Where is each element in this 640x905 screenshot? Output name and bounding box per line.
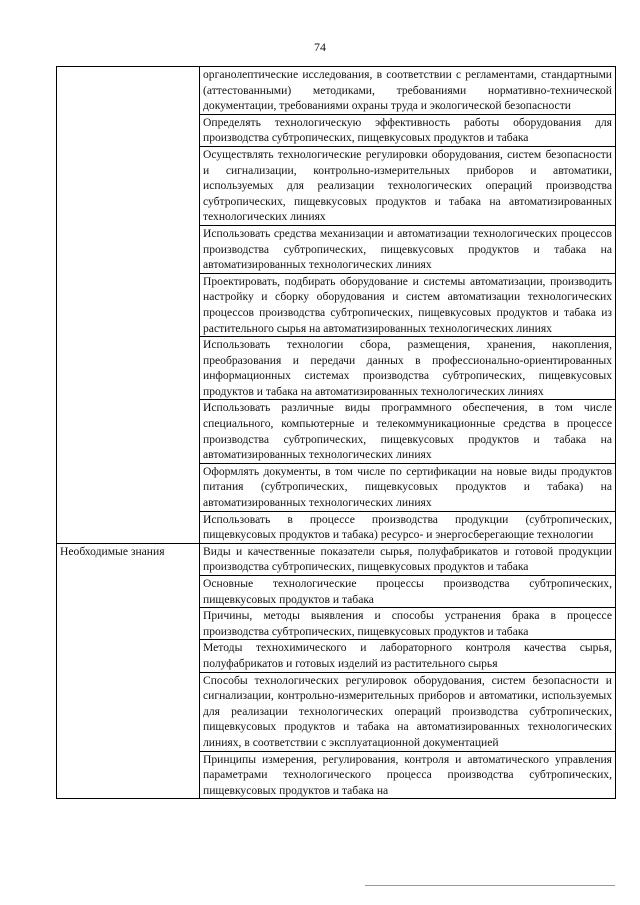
skill-cell: Осуществлять технологические регулировки оборудования, систем безопасности и сигнализации, контрольно-измерительных приборов и автоматики, используемых для реализации технологических операций производства субтропических, пищевкусовых продуктов и табака на автоматизированных технологических линиях — [200, 146, 616, 225]
skill-cell: Использовать в процессе производства продукции (субтропических, пищевкусовых продуктов и табака) ресурсо- и энергосберегающие технологии — [200, 511, 616, 543]
skill-cell: Использовать средства механизации и автоматизации технологических процессов производства субтропических, пищевкусовых продуктов и табака на автоматизированных технологических линиях — [200, 225, 616, 273]
competency-table — [56, 66, 616, 799]
skill-cell: органолептические исследования, в соответствии с регламентами, стандартными (аттестованными) методиками, требованиями нормативно-технической документации, требованиями охраны труда и экологической безопасности — [200, 67, 616, 115]
skills-label-cell — [57, 67, 200, 544]
skill-cell: Использовать технологии сбора, размещения, хранения, накопления, преобразования и передачи данных в профессионально-ориентированных информационных системах производства субтропических, пищевкусовых продуктов и табака на автоматизированных технологических линиях — [200, 337, 616, 400]
table-row — [57, 543, 616, 575]
skill-cell: Проектировать, подбирать оборудование и системы автоматизации, производить настройку и сборку оборудования и систем автоматизации технологических процессов производства субтропических, пищевкусовых продуктов и табака из растительного сырья на автоматизированных технологических линиях — [200, 273, 616, 336]
knowledge-cell: Методы технохимического и лабораторного контроля качества сырья, полуфабрикатов и готовых изделий из растительного сырья — [200, 640, 616, 672]
table-row — [57, 67, 616, 115]
skill-cell: Оформлять документы, в том числе по сертификации на новые виды продуктов питания (субтропических, пищевкусовых продуктов и табака) на автоматизированных технологических линиях — [200, 463, 616, 511]
scan-edge-line — [365, 885, 615, 886]
knowledge-label: Необходимые знания — [60, 544, 165, 558]
skill-cell: Использовать различные виды программного обеспечения, в том числе специального, компьютерные и телекоммуникационные средства в процессе производства субтропических, пищевкусовых продуктов и табака на автоматизированных технологических линиях — [200, 400, 616, 463]
knowledge-cell: Способы технологических регулировок оборудования, систем безопасности и сигнализации, контрольно-измерительных приборов и автоматики, используемых для реализации технологических операций производства субтропических, пищевкусовых продуктов и табака на автоматизированных технологических линиях, в соответствии с эксплуатационной документацией — [200, 672, 616, 751]
skill-cell: Определять технологическую эффективность работы оборудования для производства субтропических, пищевкусовых продуктов и табака — [200, 114, 616, 146]
knowledge-cell: Причины, методы выявления и способы устранения брака в процессе производства субтропических, пищевкусовых продуктов и табака — [200, 608, 616, 640]
page-number: 74 — [314, 40, 326, 54]
knowledge-cell: Принципы измерения, регулирования, контроля и автоматического управления параметрами технологического процесса производства субтропических, пищевкусовых продуктов и табака на — [200, 751, 616, 799]
knowledge-cell: Основные технологические процессы производства субтропических, пищевкусовых продуктов и табака — [200, 576, 616, 608]
knowledge-cell: Виды и качественные показатели сырья, полуфабрикатов и готовой продукции производства субтропических, пищевкусовых продуктов и табака — [200, 543, 616, 575]
knowledge-label-cell — [57, 543, 200, 799]
